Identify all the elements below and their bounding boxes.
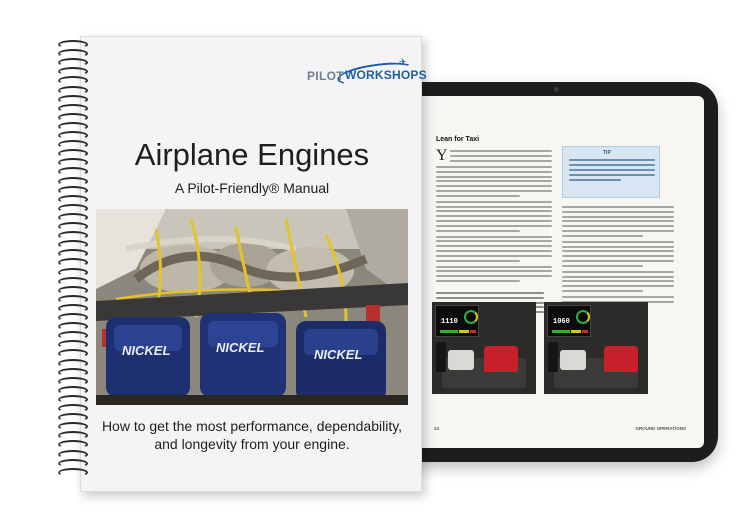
spiral-coil — [58, 286, 88, 295]
engine-photo — [96, 209, 408, 405]
spiral-coil — [58, 413, 88, 422]
spiral-coil — [58, 213, 88, 222]
spiral-coil — [58, 249, 88, 258]
manual-cover — [80, 36, 427, 492]
spiral-coil — [58, 113, 88, 122]
spiral-binding — [58, 40, 94, 480]
spiral-coil — [58, 76, 88, 85]
spiral-coil — [58, 86, 88, 95]
tablet-screen — [410, 96, 704, 448]
spiral-coil — [58, 240, 88, 249]
spiral-coil — [58, 49, 88, 58]
spiral-coil — [58, 459, 88, 468]
valve-cover-label: NICKEL — [216, 340, 265, 355]
engine-gauge-display — [547, 305, 591, 337]
tip-box — [562, 146, 660, 198]
camera-icon — [554, 87, 559, 92]
valve-cover-label: NICKEL — [122, 343, 171, 358]
prop-knob — [560, 350, 586, 370]
spiral-coil — [58, 222, 88, 231]
spiral-coil — [58, 67, 88, 76]
spiral-coil — [58, 404, 88, 413]
spiral-coil — [58, 149, 88, 158]
spiral-coil — [58, 95, 88, 104]
spiral-coil — [58, 340, 88, 349]
mixture-knob — [604, 346, 638, 372]
engine-gauge-display — [435, 305, 479, 337]
spiral-coil — [58, 313, 88, 322]
spiral-coil — [58, 186, 88, 195]
gauge-arc-icon — [464, 310, 478, 324]
spiral-coil — [58, 422, 88, 431]
rpm-readout: 1060 — [553, 318, 570, 326]
spiral-coil — [58, 395, 88, 404]
tablet — [396, 82, 718, 462]
spiral-coil — [58, 468, 88, 477]
spiral-coil — [58, 204, 88, 213]
book-subtitle: A Pilot-Friendly® Manual — [174, 180, 330, 196]
tagline-line-2: and longevity from your engine. — [154, 436, 350, 452]
spiral-coil — [58, 58, 88, 67]
spiral-coil — [58, 104, 88, 113]
spiral-coil — [58, 450, 88, 459]
spiral-coil — [58, 140, 88, 149]
spiral-coil — [58, 195, 88, 204]
engine-illustration — [96, 209, 408, 405]
spiral-coil — [58, 386, 88, 395]
mixture-knob — [484, 346, 518, 372]
spiral-coil — [58, 177, 88, 186]
page-number: 24 — [434, 426, 440, 431]
spiral-coil — [58, 231, 88, 240]
right-column-text — [562, 206, 674, 310]
tip-tag: TIP — [603, 150, 611, 156]
spiral-coil — [58, 377, 88, 386]
spiral-coil — [58, 268, 88, 277]
spiral-coil — [58, 295, 88, 304]
spiral-coil — [58, 167, 88, 176]
spiral-coil — [58, 40, 88, 49]
throttle-knob — [436, 342, 446, 372]
book-title: Airplane Engines — [134, 137, 370, 172]
spiral-coil — [58, 331, 88, 340]
chapter-footer: GROUND OPERATIONS — [635, 426, 686, 431]
drop-cap: Y — [436, 147, 448, 164]
spiral-coil — [58, 368, 88, 377]
spiral-coil — [58, 431, 88, 440]
gauge-arc-icon — [576, 310, 590, 324]
valve-cover-label: NICKEL — [314, 347, 363, 362]
pilot-workshops-logo — [307, 57, 427, 85]
spiral-coil — [58, 158, 88, 167]
logo-text-pilot: PILOT — [307, 69, 344, 83]
cockpit-photo-left — [432, 302, 536, 394]
page-heading: Lean for Taxi — [436, 136, 480, 143]
rpm-readout: 1110 — [441, 318, 458, 326]
spiral-coil — [58, 322, 88, 331]
left-column-text-body — [436, 166, 552, 285]
spiral-coil — [58, 122, 88, 131]
spiral-coil — [58, 359, 88, 368]
prop-knob — [448, 350, 474, 370]
cockpit-photo-right — [544, 302, 648, 394]
spiral-coil — [58, 131, 88, 140]
logo-text-workshops: WORKSHOPS — [345, 68, 427, 82]
throttle-knob — [548, 342, 558, 372]
spiral-coil — [58, 440, 88, 449]
spiral-coil — [58, 349, 88, 358]
airplane-icon: ✈ — [399, 57, 407, 67]
left-column-text — [450, 150, 552, 164]
spiral-coil — [58, 277, 88, 286]
spiral-coil — [58, 304, 88, 313]
book-tagline — [81, 417, 423, 453]
tagline-line-1: How to get the most performance, dependability, — [101, 418, 403, 434]
spiral-coil — [58, 258, 88, 267]
